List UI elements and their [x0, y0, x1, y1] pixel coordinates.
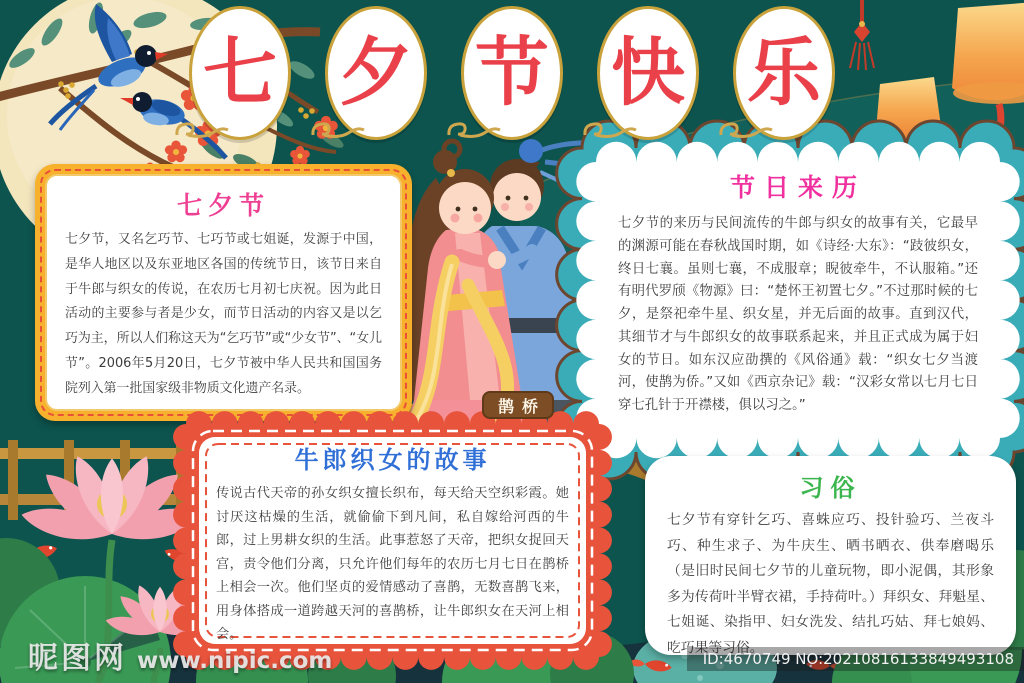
panel-text-qixijie: 七夕节，又名乞巧节、七巧节或七姐诞，发源于中国，是华人地区以及东亚地区各国的传统节日，该节日来自于牛郎与织女的传说，在农历七月初七庆祝。因为此日活动的主要参与者是少女，而节日活动的内容又是以乞巧为主，所以人们称这天为“乞巧节”或“少女节”、“女儿节”。2006年5月20日，七夕节被中华人民共和国国务院列入第一批国家级非物质文化遗产名录。 [65, 232, 382, 396]
panel-text-laili: 七夕节的来历与民间流传的牛郎与织女的故事有关，它最早的渊源可能在春秋战国时期，如《诗经·大东》：“跂彼织女，终日七襄。虽则七襄，不成服章；睨彼牵牛，不认服箱。”还有明代罗颀《物源》曰：“楚怀王初置七夕。”不过那时候的七夕，是祭祀牵牛星、织女星，并无后面的故事。直到汉代，其细节才与牛郎织女的故事联系起来，并且正式成为属于妇女的节日。如东汉应劭撰的《风俗通》载：“织女七夕当渡河，使鹊为侨。”又如《西京杂记》载：“汉彩女常以七月七日穿七孔针于开襟楼，俱以习之。” [618, 216, 978, 414]
panel-text-xisu: 七夕节有穿针乞巧、喜蛛应巧、投针验巧、兰夜斗巧、种生求子、为牛庆生、晒书晒衣、供奉磨喝乐（是旧时民间七夕节的儿童玩物，即小泥偶，其形象多为传荷叶半臂衣裙，手持荷叶。）拜织女、拜魁星、七姐诞、染指甲、妇女洗发、结扎巧姑、拜七娘妈、吃巧果等习俗。 [667, 512, 994, 656]
panel-title-laili: 节日来历 [729, 173, 866, 202]
cloud-swirl-icon [582, 117, 638, 139]
panel-gushi [186, 424, 599, 657]
watermark-site [28, 633, 332, 677]
panel-title-gushi: 牛郎织女的故事 [294, 446, 491, 474]
title-char: 快 [611, 30, 685, 116]
title-char-oval [461, 6, 563, 140]
panel-title-qixijie: 七夕节 [176, 191, 270, 220]
bridge-label: 鹊桥 [482, 391, 554, 419]
tassel [850, 0, 874, 70]
watermark-id: ID:4670749 NO:20210816133849493108 [687, 647, 1024, 671]
panel-xisu [645, 456, 1016, 655]
title-char: 七 [203, 30, 277, 116]
watermark-site-name: 昵图网 [28, 641, 127, 676]
cloud-swirl-icon [446, 117, 502, 139]
panel-qixijie [35, 164, 412, 421]
title-char-oval [733, 6, 835, 140]
title-char: 节 [475, 30, 549, 116]
watermark-site-url: www.nipic.com [137, 648, 333, 674]
title-char: 乐 [747, 30, 821, 116]
poster-title [189, 6, 835, 140]
cloud-swirl-icon [174, 117, 230, 139]
cloud-swirl-icon [310, 117, 366, 139]
panel-text-gushi: 传说古代天帝的孙女织女擅长织布，每天给天空织彩霞。她讨厌这枯燥的生活，就偷偷下到凡间，私自嫁给河西的牛郎，过上男耕女织的生活。此事惹怒了天帝，把织女捉回天宫，责令他们分离，只允许他们每年的农历七月七日在鹊桥上相会一次。他们坚贞的爱情感动了喜鹊，无数喜鹊飞来，用身体搭成一道跨越天河的喜鹊桥，让牛郎织女在天河上相会。 [216, 486, 569, 642]
cloud-swirl-icon [718, 117, 774, 139]
title-char: 夕 [339, 30, 413, 116]
panel-title-xisu: 习俗 [799, 474, 862, 502]
title-char-oval [325, 6, 427, 140]
title-char-oval [597, 6, 699, 140]
panel-laili [582, 148, 1014, 452]
title-char-oval [189, 6, 291, 140]
